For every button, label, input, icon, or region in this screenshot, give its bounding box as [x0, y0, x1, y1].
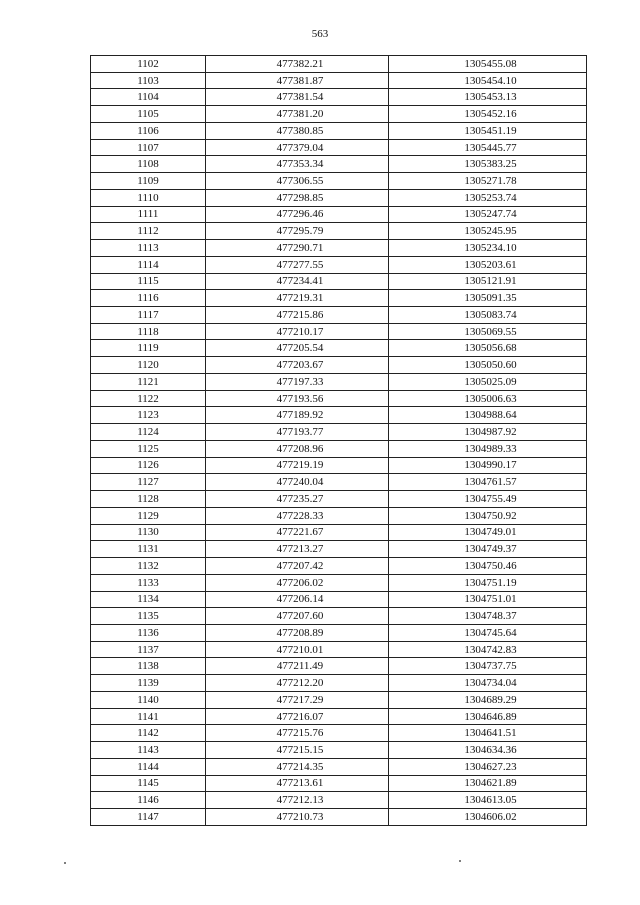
point-number-cell: 1146: [91, 792, 206, 809]
point-number-cell: 1116: [91, 290, 206, 307]
point-number-cell: 1145: [91, 775, 206, 792]
x-coordinate-cell: 477382.21: [206, 56, 389, 73]
y-coordinate-cell: 1305083.74: [389, 307, 587, 324]
x-coordinate-cell: 477295.79: [206, 223, 389, 240]
y-coordinate-cell: 1305069.55: [389, 323, 587, 340]
x-coordinate-cell: 477379.04: [206, 139, 389, 156]
table-row: [91, 106, 587, 123]
y-coordinate-cell: 1304627.23: [389, 758, 587, 775]
point-number-cell: 1130: [91, 524, 206, 541]
table-row: [91, 223, 587, 240]
point-number-cell: 1132: [91, 558, 206, 575]
x-coordinate-cell: 477208.96: [206, 440, 389, 457]
table-row: [91, 725, 587, 742]
table-row: [91, 407, 587, 424]
point-number-cell: 1111: [91, 206, 206, 223]
y-coordinate-cell: 1304742.83: [389, 641, 587, 658]
table-row: [91, 491, 587, 508]
y-coordinate-cell: 1305453.13: [389, 89, 587, 106]
point-number-cell: 1125: [91, 440, 206, 457]
y-coordinate-cell: 1304734.04: [389, 675, 587, 692]
y-coordinate-cell: 1305445.77: [389, 139, 587, 156]
x-coordinate-cell: 477353.34: [206, 156, 389, 173]
x-coordinate-cell: 477205.54: [206, 340, 389, 357]
table-row: [91, 139, 587, 156]
table-row: [91, 457, 587, 474]
y-coordinate-cell: 1305454.10: [389, 72, 587, 89]
table-row: [91, 56, 587, 73]
point-number-cell: 1114: [91, 256, 206, 273]
x-coordinate-cell: 477235.27: [206, 491, 389, 508]
y-coordinate-cell: 1305025.09: [389, 373, 587, 390]
table-row: [91, 340, 587, 357]
table-row: [91, 189, 587, 206]
table-row: [91, 591, 587, 608]
table-row: [91, 708, 587, 725]
table-row: [91, 691, 587, 708]
x-coordinate-cell: 477228.33: [206, 507, 389, 524]
x-coordinate-cell: 477208.89: [206, 624, 389, 641]
point-number-cell: 1117: [91, 307, 206, 324]
y-coordinate-cell: 1305050.60: [389, 357, 587, 374]
point-number-cell: 1144: [91, 758, 206, 775]
point-number-cell: 1127: [91, 474, 206, 491]
y-coordinate-cell: 1304621.89: [389, 775, 587, 792]
y-coordinate-cell: 1305006.63: [389, 390, 587, 407]
table-row: [91, 206, 587, 223]
x-coordinate-cell: 477219.31: [206, 290, 389, 307]
x-coordinate-cell: 477221.67: [206, 524, 389, 541]
point-number-cell: 1133: [91, 574, 206, 591]
point-number-cell: 1142: [91, 725, 206, 742]
page-number: 563: [311, 28, 329, 40]
y-coordinate-cell: 1304750.92: [389, 507, 587, 524]
y-coordinate-cell: 1304750.46: [389, 558, 587, 575]
y-coordinate-cell: 1304987.92: [389, 424, 587, 441]
x-coordinate-cell: 477213.27: [206, 541, 389, 558]
point-number-cell: 1136: [91, 624, 206, 641]
table-row: [91, 809, 587, 826]
x-coordinate-cell: 477211.49: [206, 658, 389, 675]
table-row: [91, 307, 587, 324]
scan-speck: [459, 860, 461, 862]
x-coordinate-cell: 477215.86: [206, 307, 389, 324]
x-coordinate-cell: 477306.55: [206, 173, 389, 190]
point-number-cell: 1112: [91, 223, 206, 240]
table-row: [91, 524, 587, 541]
x-coordinate-cell: 477290.71: [206, 240, 389, 257]
x-coordinate-cell: 477217.29: [206, 691, 389, 708]
y-coordinate-cell: 1305091.35: [389, 290, 587, 307]
y-coordinate-cell: 1305245.95: [389, 223, 587, 240]
y-coordinate-cell: 1304613.05: [389, 792, 587, 809]
x-coordinate-cell: 477219.19: [206, 457, 389, 474]
table-row: [91, 624, 587, 641]
y-coordinate-cell: 1305271.78: [389, 173, 587, 190]
point-number-cell: 1124: [91, 424, 206, 441]
scan-speck: [64, 862, 66, 864]
point-number-cell: 1126: [91, 457, 206, 474]
point-number-cell: 1123: [91, 407, 206, 424]
point-number-cell: 1121: [91, 373, 206, 390]
point-number-cell: 1105: [91, 106, 206, 123]
y-coordinate-cell: 1304606.02: [389, 809, 587, 826]
point-number-cell: 1122: [91, 390, 206, 407]
table-row: [91, 323, 587, 340]
table-row: [91, 574, 587, 591]
x-coordinate-cell: 477277.55: [206, 256, 389, 273]
point-number-cell: 1118: [91, 323, 206, 340]
point-number-cell: 1138: [91, 658, 206, 675]
table-row: [91, 440, 587, 457]
point-number-cell: 1129: [91, 507, 206, 524]
x-coordinate-cell: 477298.85: [206, 189, 389, 206]
x-coordinate-cell: 477210.73: [206, 809, 389, 826]
table-row: [91, 558, 587, 575]
y-coordinate-cell: 1305247.74: [389, 206, 587, 223]
y-coordinate-cell: 1304761.57: [389, 474, 587, 491]
table-row: [91, 122, 587, 139]
point-number-cell: 1139: [91, 675, 206, 692]
y-coordinate-cell: 1305383.25: [389, 156, 587, 173]
table-row: [91, 240, 587, 257]
table-row: [91, 775, 587, 792]
table-row: [91, 507, 587, 524]
y-coordinate-cell: 1304748.37: [389, 608, 587, 625]
table-row: [91, 641, 587, 658]
point-number-cell: 1137: [91, 641, 206, 658]
table-row: [91, 173, 587, 190]
y-coordinate-cell: 1305056.68: [389, 340, 587, 357]
x-coordinate-cell: 477207.60: [206, 608, 389, 625]
table-row: [91, 390, 587, 407]
point-number-cell: 1135: [91, 608, 206, 625]
x-coordinate-cell: 477197.33: [206, 373, 389, 390]
x-coordinate-cell: 477193.77: [206, 424, 389, 441]
y-coordinate-cell: 1304751.19: [389, 574, 587, 591]
table-row: [91, 156, 587, 173]
point-number-cell: 1106: [91, 122, 206, 139]
y-coordinate-cell: 1305452.16: [389, 106, 587, 123]
y-coordinate-cell: 1304646.89: [389, 708, 587, 725]
y-coordinate-cell: 1304749.01: [389, 524, 587, 541]
point-number-cell: 1103: [91, 72, 206, 89]
y-coordinate-cell: 1305455.08: [389, 56, 587, 73]
point-number-cell: 1140: [91, 691, 206, 708]
table-row: [91, 758, 587, 775]
x-coordinate-cell: 477215.15: [206, 742, 389, 759]
table-row: [91, 742, 587, 759]
point-number-cell: 1131: [91, 541, 206, 558]
table-row: [91, 675, 587, 692]
table-row: [91, 273, 587, 290]
point-number-cell: 1110: [91, 189, 206, 206]
y-coordinate-cell: 1305121.91: [389, 273, 587, 290]
table-row: [91, 424, 587, 441]
x-coordinate-cell: 477381.20: [206, 106, 389, 123]
table-row: [91, 373, 587, 390]
point-number-cell: 1141: [91, 708, 206, 725]
x-coordinate-cell: 477210.17: [206, 323, 389, 340]
table-row: [91, 72, 587, 89]
x-coordinate-cell: 477213.61: [206, 775, 389, 792]
table-row: [91, 474, 587, 491]
x-coordinate-cell: 477189.92: [206, 407, 389, 424]
coordinates-table-body: [91, 56, 587, 826]
point-number-cell: 1109: [91, 173, 206, 190]
y-coordinate-cell: 1305451.19: [389, 122, 587, 139]
x-coordinate-cell: 477212.20: [206, 675, 389, 692]
x-coordinate-cell: 477210.01: [206, 641, 389, 658]
point-number-cell: 1115: [91, 273, 206, 290]
table-row: [91, 792, 587, 809]
y-coordinate-cell: 1304689.29: [389, 691, 587, 708]
y-coordinate-cell: 1304641.51: [389, 725, 587, 742]
table-row: [91, 256, 587, 273]
table-row: [91, 541, 587, 558]
y-coordinate-cell: 1305234.10: [389, 240, 587, 257]
table-row: [91, 658, 587, 675]
x-coordinate-cell: 477296.46: [206, 206, 389, 223]
x-coordinate-cell: 477212.13: [206, 792, 389, 809]
x-coordinate-cell: 477234.41: [206, 273, 389, 290]
point-number-cell: 1104: [91, 89, 206, 106]
table-row: [91, 357, 587, 374]
y-coordinate-cell: 1304990.17: [389, 457, 587, 474]
x-coordinate-cell: 477381.54: [206, 89, 389, 106]
y-coordinate-cell: 1304749.37: [389, 541, 587, 558]
y-coordinate-cell: 1304755.49: [389, 491, 587, 508]
point-number-cell: 1147: [91, 809, 206, 826]
point-number-cell: 1108: [91, 156, 206, 173]
y-coordinate-cell: 1304634.36: [389, 742, 587, 759]
point-number-cell: 1113: [91, 240, 206, 257]
x-coordinate-cell: 477381.87: [206, 72, 389, 89]
x-coordinate-cell: 477207.42: [206, 558, 389, 575]
x-coordinate-cell: 477240.04: [206, 474, 389, 491]
point-number-cell: 1134: [91, 591, 206, 608]
table-row: [91, 290, 587, 307]
table-row: [91, 608, 587, 625]
x-coordinate-cell: 477203.67: [206, 357, 389, 374]
x-coordinate-cell: 477216.07: [206, 708, 389, 725]
x-coordinate-cell: 477206.02: [206, 574, 389, 591]
point-number-cell: 1102: [91, 56, 206, 73]
table-row: [91, 89, 587, 106]
x-coordinate-cell: 477206.14: [206, 591, 389, 608]
y-coordinate-cell: 1305253.74: [389, 189, 587, 206]
point-number-cell: 1107: [91, 139, 206, 156]
point-number-cell: 1128: [91, 491, 206, 508]
x-coordinate-cell: 477193.56: [206, 390, 389, 407]
y-coordinate-cell: 1304737.75: [389, 658, 587, 675]
point-number-cell: 1119: [91, 340, 206, 357]
coordinates-table: [90, 55, 587, 826]
x-coordinate-cell: 477214.35: [206, 758, 389, 775]
y-coordinate-cell: 1304745.64: [389, 624, 587, 641]
y-coordinate-cell: 1304988.64: [389, 407, 587, 424]
y-coordinate-cell: 1304989.33: [389, 440, 587, 457]
x-coordinate-cell: 477215.76: [206, 725, 389, 742]
x-coordinate-cell: 477380.85: [206, 122, 389, 139]
point-number-cell: 1120: [91, 357, 206, 374]
y-coordinate-cell: 1305203.61: [389, 256, 587, 273]
y-coordinate-cell: 1304751.01: [389, 591, 587, 608]
point-number-cell: 1143: [91, 742, 206, 759]
